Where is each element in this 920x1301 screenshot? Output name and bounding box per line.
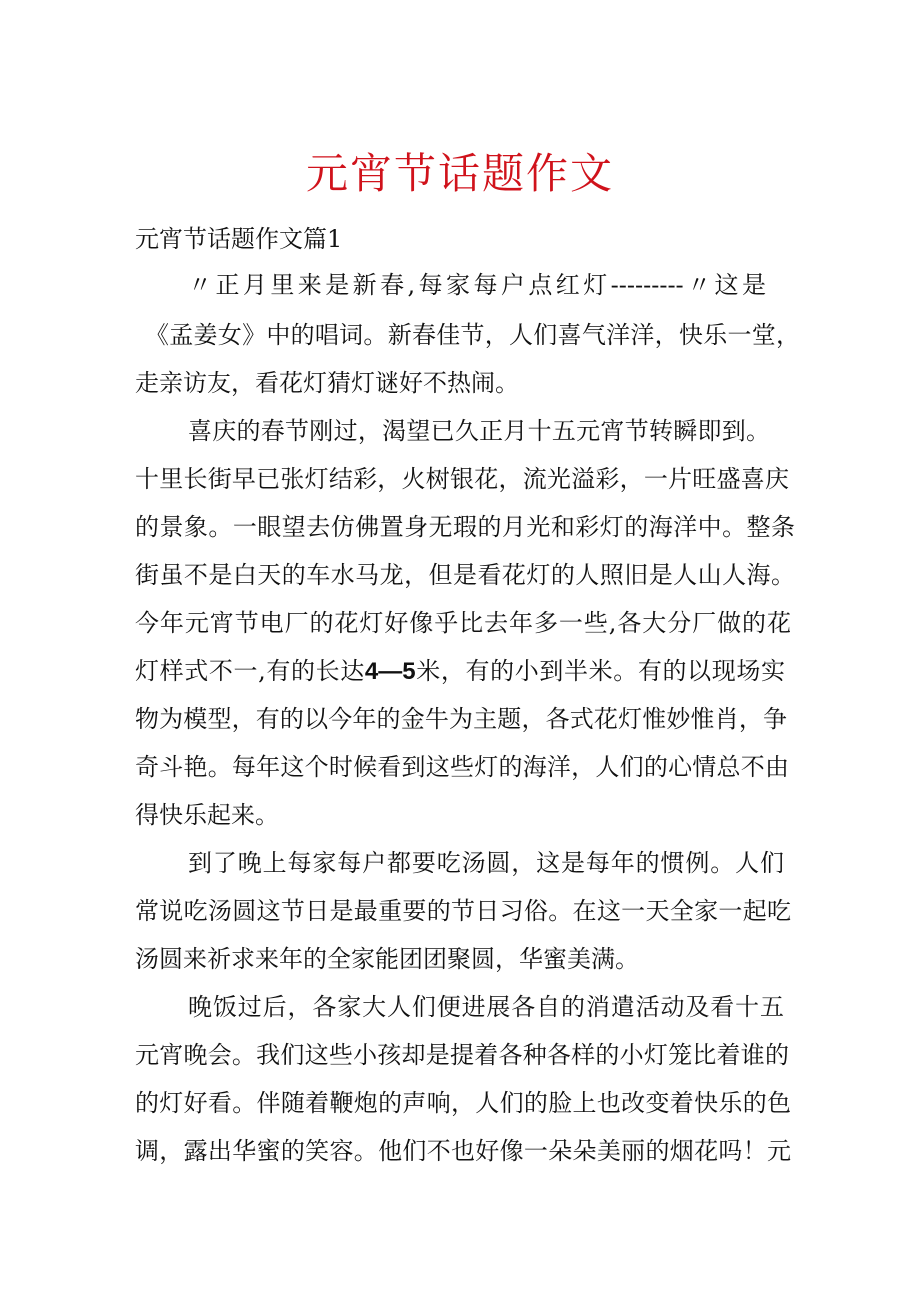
- paragraph-4-line-1: 晚饭过后，各家大人们便进展各自的消遣活动及看十五: [188, 993, 784, 1021]
- line-6-part-2: 米，有的小到半米。有的以现场实: [415, 657, 785, 685]
- paragraph-2-line-9: 得快乐起来。: [135, 801, 279, 829]
- paragraph-3-line-1: 到了晚上每家每户都要吃汤圆，这是每年的惯例。人们: [188, 849, 784, 877]
- paragraph-2-line-7: 物为模型，有的以今年的金牛为主题，各式花灯惟妙惟肖，争: [135, 705, 787, 733]
- paragraph-2-line-5: 今年元宵节电厂的花灯好像乎比去年多一些,各大分厂做的花: [135, 609, 791, 637]
- paragraph-3-line-3: 汤圆来祈求来年的全家能团团聚圆，华蜜美满。: [135, 945, 639, 973]
- paragraph-2-line-6: [135, 654, 785, 689]
- paragraph-2-line-4: 街虽不是白天的车水马龙，但是看花灯的人照旧是人山人海。: [135, 561, 795, 589]
- length-range: 4—5: [364, 658, 416, 685]
- page-title: 元宵节话题作文: [305, 149, 614, 198]
- paragraph-4-line-3: 的灯好看。伴随着鞭炮的声响，人们的脸上也改变着快乐的色: [135, 1089, 791, 1117]
- paragraph-1-line-3: 走亲访友，看花灯猜灯谜好不热闹。: [135, 369, 519, 397]
- paragraph-3-line-2: 常说吃汤圆这节日是最重要的节日习俗。在这一天全家一起吃: [135, 897, 791, 925]
- paragraph-4-line-4: 调，露出华蜜的笑容。他们不也好像一朵朵美丽的烟花吗！元: [135, 1137, 791, 1165]
- paragraph-2-line-2: 十里长街早已张灯结彩，火树银花，流光溢彩，一片旺盛喜庆: [135, 465, 789, 493]
- line-6-part-1: 灯样式不一,有的长达: [135, 657, 365, 685]
- paragraph-2-line-8: 奇斗艳。每年这个时候看到这些灯的海洋，人们的心情总不由: [135, 753, 789, 781]
- paragraph-1-line-2: 《孟姜女》中的唱词。新春佳节，人们喜气洋洋，快乐一堂，: [145, 321, 800, 349]
- paragraph-1-line-1: 〃正月里来是新春,每家每户点红灯---------〃这是: [188, 271, 766, 299]
- paragraph-2-line-3: 的景象。一眼望去仿佛置身无瑕的月光和彩灯的海洋中。整条: [135, 513, 795, 541]
- paragraph-4-line-2: 元宵晚会。我们这些小孩却是提着各种各样的小灯笼比着谁的: [135, 1041, 789, 1069]
- section-heading: 元宵节话题作文篇1: [135, 225, 343, 253]
- paragraph-2-line-1: 喜庆的春节刚过，渴望已久正月十五元宵节转瞬即到。: [188, 417, 770, 445]
